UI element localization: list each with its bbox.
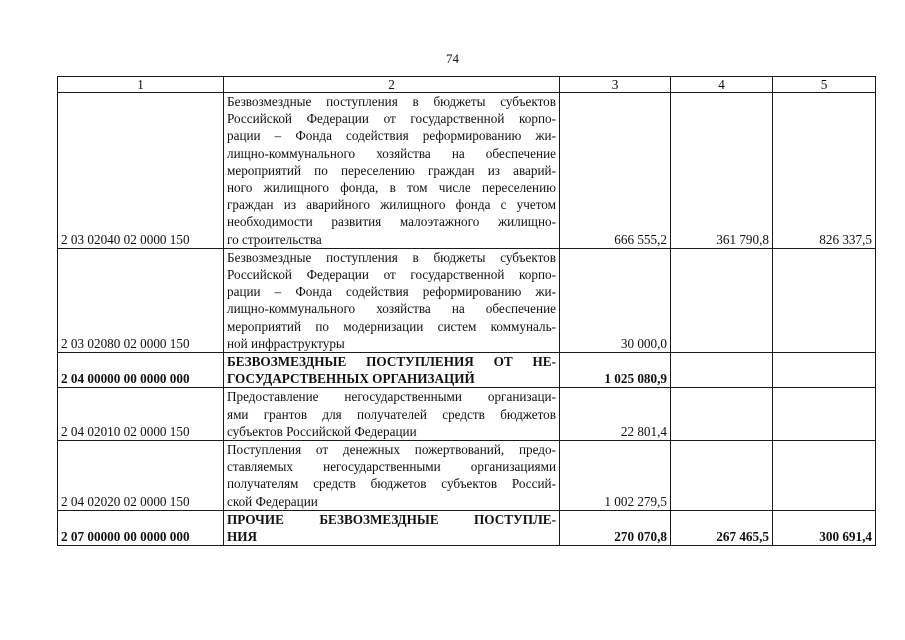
row-value-col4 bbox=[671, 441, 773, 511]
description-line: ГОСУДАРСТВЕННЫХ ОРГАНИЗАЦИЙ bbox=[227, 371, 475, 387]
description-line: рации – Фонда содействия реформированию жи- bbox=[227, 284, 556, 300]
description-line: НИЯ bbox=[227, 529, 258, 545]
description-line: Поступления от денежных пожертвований, предо- bbox=[227, 442, 556, 458]
row-value-col4: 267 465,5 bbox=[671, 510, 773, 545]
row-value-col4 bbox=[671, 248, 773, 352]
row-description bbox=[224, 353, 560, 388]
column-header-3: 3 bbox=[560, 77, 671, 93]
row-value-col3: 22 801,4 bbox=[560, 388, 671, 441]
row-value-col4 bbox=[671, 388, 773, 441]
row-code: 2 04 02010 02 0000 150 bbox=[58, 388, 224, 441]
column-header-5: 5 bbox=[773, 77, 876, 93]
description-line: лищно-коммунального хозяйства на обеспечение bbox=[227, 145, 556, 161]
description-line: Предоставление негосударственными организаци- bbox=[227, 389, 556, 405]
page-number: 74 bbox=[446, 51, 459, 66]
row-code: 2 03 02040 02 0000 150 bbox=[58, 93, 224, 249]
row-description bbox=[224, 441, 560, 511]
table-row bbox=[58, 388, 876, 441]
description-line: ПРОЧИЕ БЕЗВОЗМЕЗДНЫЕ ПОСТУПЛЕ- bbox=[227, 511, 556, 527]
description-line: субъектов Российской Федерации bbox=[227, 423, 417, 439]
description-line: Безвозмездные поступления в бюджеты субъектов bbox=[227, 94, 556, 109]
row-code: 2 07 00000 00 0000 000 bbox=[58, 510, 224, 545]
description-line: ной инфраструктуры bbox=[227, 335, 345, 351]
description-line: необходимости развития малоэтажного жилищно- bbox=[227, 214, 556, 230]
description-line: ставляемых негосударственными организациями bbox=[227, 459, 556, 475]
row-code: 2 04 00000 00 0000 000 bbox=[58, 353, 224, 388]
budget-table bbox=[57, 76, 876, 546]
table-row bbox=[58, 510, 876, 545]
row-value-col5: 826 337,5 bbox=[773, 93, 876, 249]
row-value-col4: 361 790,8 bbox=[671, 93, 773, 249]
row-value-col5: 300 691,4 bbox=[773, 510, 876, 545]
row-value-col5 bbox=[773, 353, 876, 388]
description-line: Российской Федерации от государственной корпо- bbox=[227, 267, 556, 283]
description-line: БЕЗВОЗМЕЗДНЫЕ ПОСТУПЛЕНИЯ ОТ НЕ- bbox=[227, 354, 556, 370]
row-value-col5 bbox=[773, 248, 876, 352]
description-line: го строительства bbox=[227, 231, 322, 247]
row-value-col3: 666 555,2 bbox=[560, 93, 671, 249]
row-value-col3: 270 070,8 bbox=[560, 510, 671, 545]
header-row bbox=[58, 77, 876, 93]
row-code: 2 04 02020 02 0000 150 bbox=[58, 441, 224, 511]
description-line: ями грантов для получателей средств бюджетов bbox=[227, 406, 556, 422]
table-row bbox=[58, 353, 876, 388]
row-value-col3: 1 002 279,5 bbox=[560, 441, 671, 511]
row-value-col4 bbox=[671, 353, 773, 388]
row-value-col3: 1 025 080,9 bbox=[560, 353, 671, 388]
description-line: мероприятий по модернизации систем коммуналь- bbox=[227, 318, 556, 334]
row-description bbox=[224, 510, 560, 545]
row-code: 2 03 02080 02 0000 150 bbox=[58, 248, 224, 352]
column-header-4: 4 bbox=[671, 77, 773, 93]
description-line: ного жилищного фонда, в том числе переселению bbox=[227, 180, 556, 196]
description-line: Российской Федерации от государственной корпо- bbox=[227, 111, 556, 127]
description-line: получателям средств бюджетов субъектов Россий- bbox=[227, 476, 556, 492]
description-line: лищно-коммунального хозяйства на обеспечение bbox=[227, 301, 556, 317]
table-row bbox=[58, 441, 876, 511]
table-row bbox=[58, 93, 876, 249]
table-body bbox=[58, 93, 876, 546]
table-row bbox=[58, 248, 876, 352]
row-description bbox=[224, 93, 560, 249]
description-line: рации – Фонда содействия реформированию жи- bbox=[227, 128, 556, 144]
row-description bbox=[224, 248, 560, 352]
description-line: граждан из аварийного жилищного фонда с учетом bbox=[227, 197, 556, 213]
column-header-2: 2 bbox=[224, 77, 560, 93]
row-value-col5 bbox=[773, 388, 876, 441]
description-line: ской Федерации bbox=[227, 493, 318, 509]
row-value-col3: 30 000,0 bbox=[560, 248, 671, 352]
description-line: Безвозмездные поступления в бюджеты субъектов bbox=[227, 249, 556, 265]
row-value-col5 bbox=[773, 441, 876, 511]
description-line: мероприятий по переселению граждан из аварий- bbox=[227, 162, 556, 178]
row-description bbox=[224, 388, 560, 441]
column-header-1: 1 bbox=[58, 77, 224, 93]
